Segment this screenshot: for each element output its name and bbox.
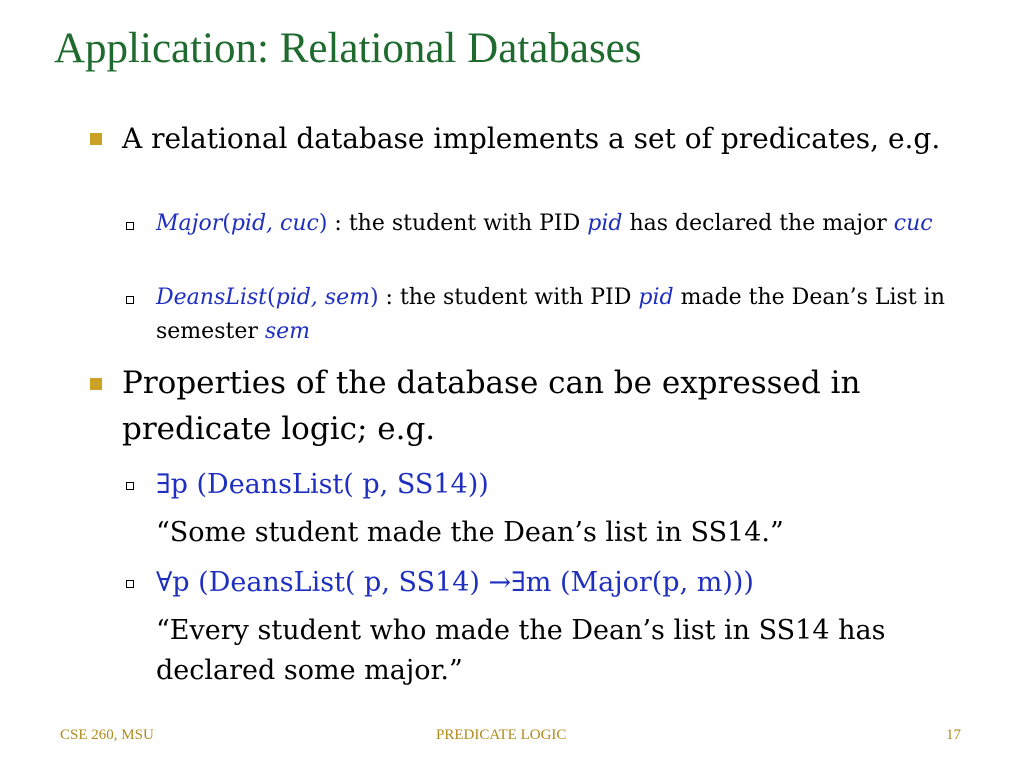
sub-bullet-1-1: Major(pid, cuc) : the student with PID pid has declared the major cuc — [156, 211, 933, 236]
footer-topic: PREDICATE LOGIC — [436, 727, 567, 743]
variable: sem — [264, 319, 311, 344]
formula-exists-meaning: “Some student made the Dean’s list in SS14.” — [156, 517, 784, 548]
sub-bullet-marker-2-1 — [126, 482, 134, 490]
footer-page-number: 17 — [946, 727, 961, 743]
sub-bullet-marker-2-2 — [126, 580, 134, 588]
predicate-args: pid, cuc — [230, 211, 319, 236]
footer-course: CSE 260, MSU — [60, 727, 154, 743]
variable: pid — [587, 211, 623, 236]
predicate-description-cont: has declared the major — [622, 211, 894, 236]
predicate-description: : the student with PID — [327, 211, 588, 236]
sub-bullet-marker-1-2 — [126, 296, 134, 304]
formula-forall: ∀p (DeansList( p, SS14) →∃m (Major(p, m))) — [156, 567, 754, 598]
bullet-marker-2 — [90, 378, 102, 390]
bullet-marker-1 — [90, 133, 102, 145]
bullet-2-text: Properties of the database can be expressed in predicate logic; e.g. — [122, 365, 861, 447]
slide-title: Application: Relational Databases — [54, 25, 642, 72]
variable: pid — [638, 285, 674, 310]
predicate-name: Major — [156, 211, 223, 236]
predicate-description: : the student with PID — [378, 285, 639, 310]
sub-bullet-marker-1-1 — [126, 222, 134, 230]
predicate-args: pid, sem — [275, 285, 370, 310]
predicate-name: DeansList — [156, 285, 268, 310]
variable: cuc — [893, 211, 933, 236]
formula-forall-meaning: “Every student who made the Dean’s list in SS14 has declared some major.” — [156, 615, 886, 686]
formula-exists: ∃p (DeansList( p, SS14)) — [156, 469, 489, 500]
bullet-1-text: A relational database implements a set of predicates, e.g. — [122, 122, 941, 155]
sub-bullet-1-2: DeansList(pid, sem) : the student with PID pid made the Dean’s List in semester sem — [156, 285, 945, 344]
predicate-description-cont: made the Dean’s List in semester — [156, 285, 945, 344]
